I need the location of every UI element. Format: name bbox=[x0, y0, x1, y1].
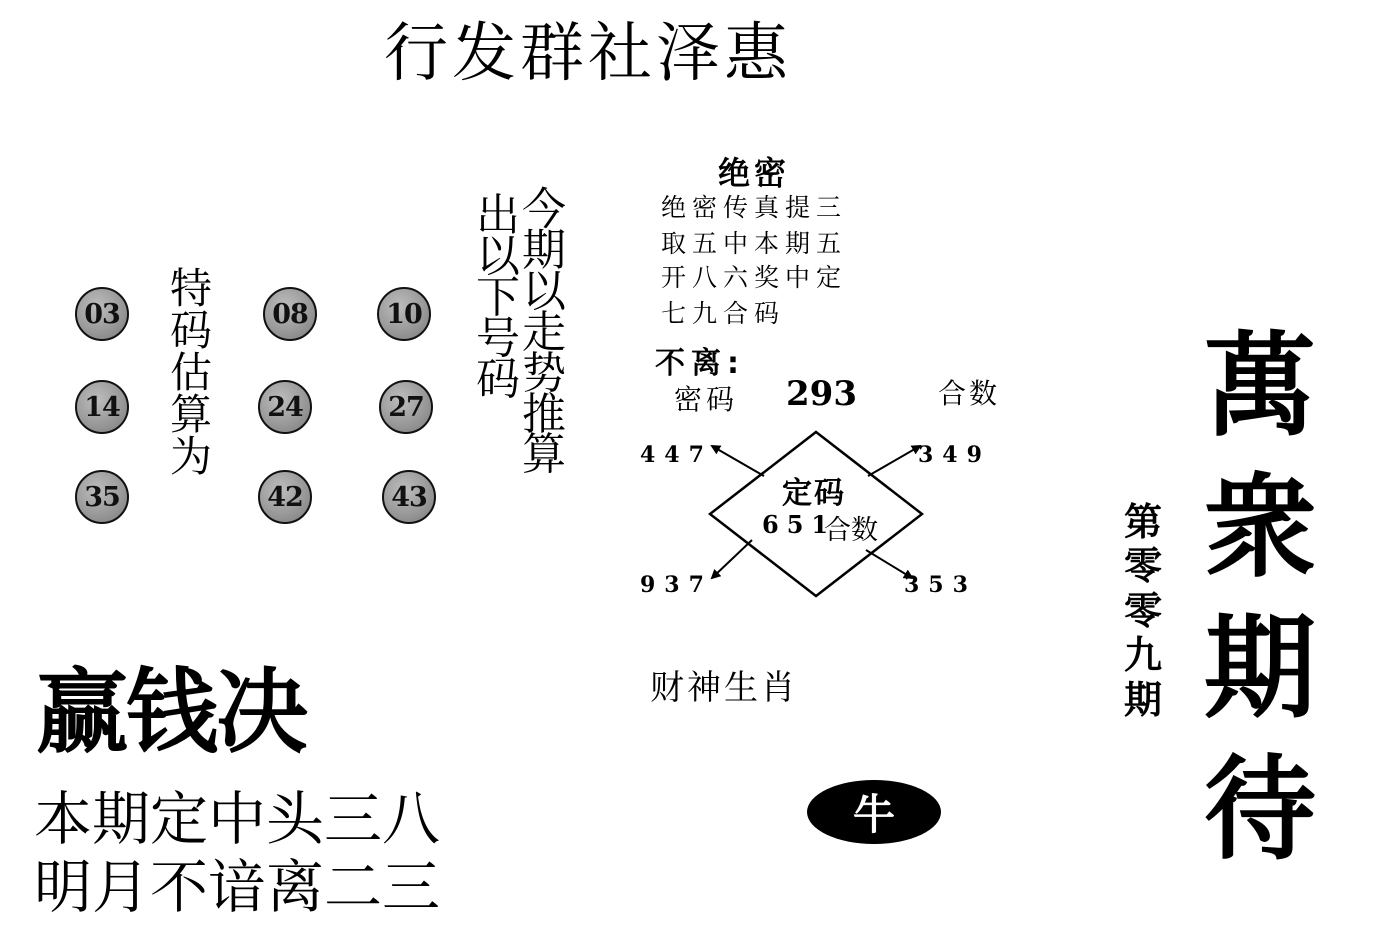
number-ball: 42 bbox=[258, 470, 312, 524]
fixed-code-sum-label: 合数 bbox=[824, 515, 878, 546]
secret-line: 取五中本期五 bbox=[661, 229, 848, 258]
number-ball: 24 bbox=[258, 380, 312, 434]
corner-number-bottom-right: 353 bbox=[904, 572, 977, 598]
page-title: 行发群社泽惠 bbox=[384, 17, 792, 91]
slogan: 萬 衆 期 待 bbox=[1204, 321, 1316, 876]
corner-number-bottom-left: 937 bbox=[640, 572, 713, 598]
secret-line: 开八六奖中定 bbox=[661, 263, 848, 292]
number-ball: 27 bbox=[379, 380, 433, 434]
trend-note-column-1: 今 期 以 走 势 推 算 bbox=[522, 184, 566, 481]
corner-number-top-right: 349 bbox=[918, 442, 991, 468]
secret-heading: 绝密 bbox=[718, 154, 791, 192]
arrow-top-right bbox=[868, 446, 920, 476]
number-ball: 03 bbox=[75, 287, 129, 341]
arrow-top-left bbox=[712, 446, 764, 476]
number-ball: 10 bbox=[377, 287, 431, 341]
code-label: 密码 bbox=[674, 383, 739, 416]
special-code-label: 特 码 估 算 为 bbox=[170, 264, 213, 481]
code-value: 293 bbox=[786, 374, 857, 414]
fixed-code-label: 定码 bbox=[782, 476, 846, 511]
trend-note-column-2: 出 以 下 号 码 bbox=[476, 190, 520, 405]
zodiac-badge: 牛 bbox=[807, 780, 941, 844]
code-sum-label: 合数 bbox=[938, 377, 1001, 410]
win-money-title: 赢钱决 bbox=[36, 658, 307, 766]
bu-li-label: 不离: bbox=[655, 346, 745, 381]
number-ball: 14 bbox=[75, 380, 129, 434]
fixed-code-value: 651 bbox=[762, 510, 837, 539]
wealth-zodiac-label: 财神生肖 bbox=[650, 668, 798, 708]
number-ball: 43 bbox=[382, 470, 436, 524]
corner-number-top-left: 447 bbox=[640, 442, 713, 468]
number-ball: 08 bbox=[263, 287, 317, 341]
number-ball: 35 bbox=[75, 470, 129, 524]
secret-line: 绝密传真提三 bbox=[661, 193, 848, 222]
secret-line: 七九合码 bbox=[661, 299, 786, 328]
win-money-line-2: 明月不谙离二三 bbox=[34, 853, 441, 921]
issue-number: 第 零 零 九 期 bbox=[1124, 500, 1163, 722]
arrow-bottom-left bbox=[712, 540, 752, 578]
win-money-line-1: 本期定中头三八 bbox=[34, 785, 441, 853]
